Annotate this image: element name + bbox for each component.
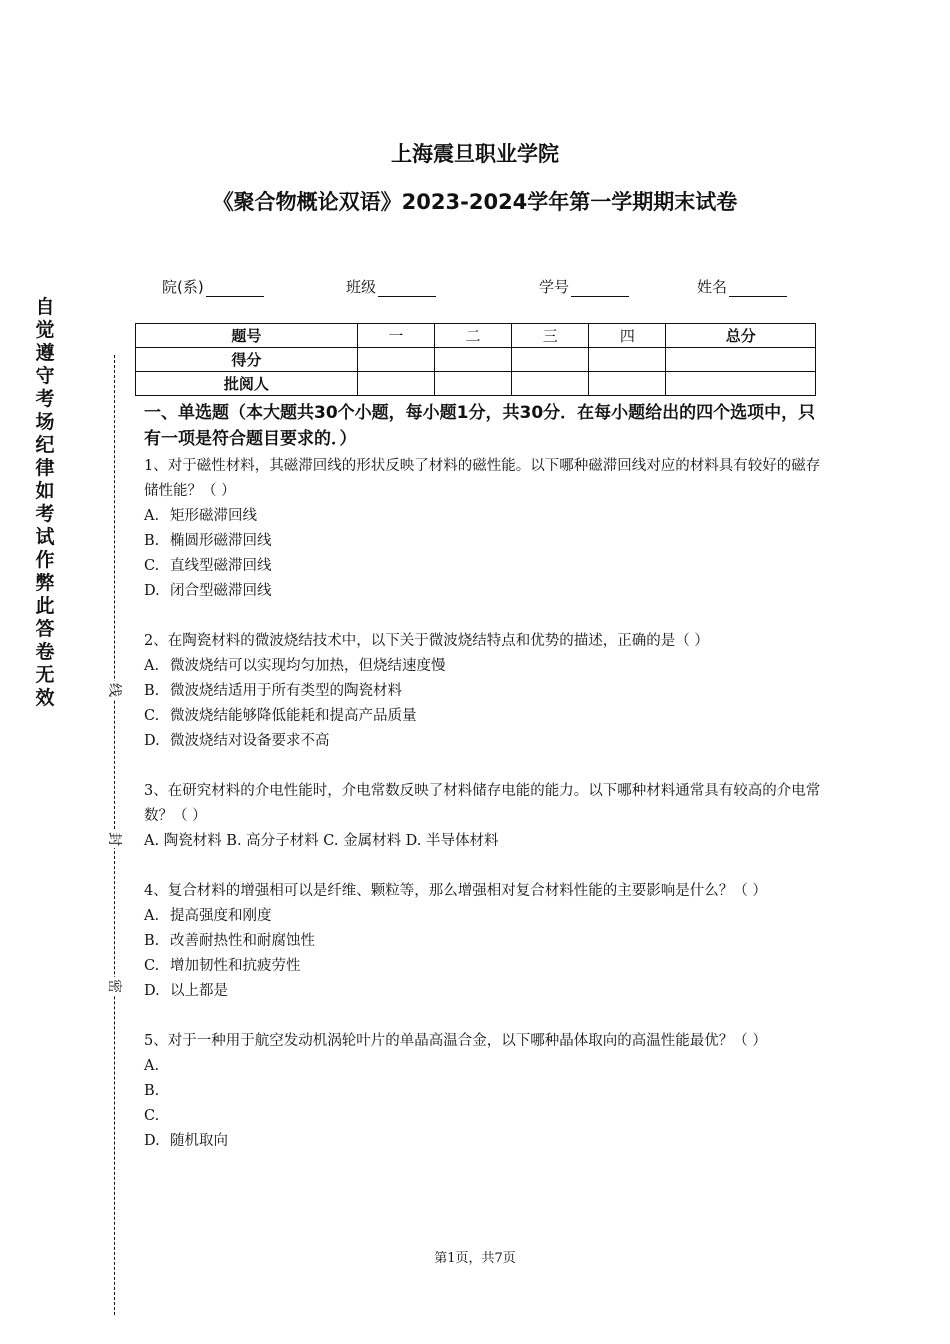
option-d[interactable] [144,979,824,1004]
score-table-header-row [136,324,816,348]
score-cell[interactable] [589,348,666,372]
question-stem: 2、在陶瓷材料的微波烧结技术中，以下关于微波烧结特点和优势的描述，正确的是（ ） [144,633,709,649]
question-1 [144,454,824,604]
option-text: 闭合型磁滞回线 [170,583,272,599]
exam-discipline-warning: 自觉遵守考场纪律如考试作弊此答卷无效 [35,296,55,709]
option-b[interactable] [144,529,824,554]
option-text: 提高强度和刚度 [170,908,272,924]
score-table-header: 总分 [666,324,816,348]
question-stem: 3、在研究材料的介电性能时，介电常数反映了材料储存电能的能力。以下哪种材料通常具有较高的介电常数？（ ） [144,783,821,824]
option-letter: D. [144,733,160,749]
school-name: 上海震旦职业学院 [391,142,559,166]
option-letter: A. [144,908,160,924]
seal-char-mi: 密 [105,977,125,995]
option-b[interactable] [144,679,824,704]
class-blank[interactable] [378,280,436,297]
class-label: 班级 [346,278,377,296]
option-c[interactable] [144,704,824,729]
option-text: 微波烧结适用于所有类型的陶瓷材料 [170,683,402,699]
question-stem: 5、对于一种用于航空发动机涡轮叶片的单晶高温合金，以下哪种晶体取向的高温性能最优？（ ） [144,1033,767,1049]
option-text: 椭圆形磁滞回线 [170,533,272,549]
option-a[interactable] [144,504,824,529]
score-table-header: 四 [589,324,666,348]
option-text: 微波烧结对设备要求不高 [170,733,330,749]
score-cell[interactable] [357,348,434,372]
student-id-blank[interactable] [571,280,629,297]
class-field[interactable] [346,276,436,297]
option-d[interactable] [144,729,824,754]
question-stem: 4、复合材料的增强相可以是纤维、颗粒等，那么增强相对复合材料性能的主要影响是什么？（ ） [144,883,767,899]
score-table-header: 三 [512,324,589,348]
score-cell[interactable] [434,348,511,372]
option-letter: B. [144,1083,160,1099]
department-label: 院(系) [162,278,204,296]
question-2 [144,629,824,754]
option-letter: D. [144,1133,160,1149]
option-letter: A. [144,1058,160,1074]
score-cell[interactable] [512,348,589,372]
option-text: 微波烧结能够降低能耗和提高产品质量 [170,708,417,724]
department-field[interactable] [162,276,264,297]
score-row-label: 得分 [136,348,358,372]
grader-cell[interactable] [589,372,666,396]
question-stem: 1、对于磁性材料，其磁滞回线的形状反映了材料的磁性能。以下哪种磁滞回线对应的材料具有较好的磁存储性能？（ ） [144,458,821,499]
option-letter: D. [144,583,160,599]
question-5 [144,1029,824,1154]
option-letter: C. [144,558,160,574]
question-3 [144,779,824,854]
option-text: 直线型磁滞回线 [170,558,272,574]
option-text: 增加韧性和抗疲劳性 [170,958,301,974]
option-text: 随机取向 [170,1133,228,1149]
department-blank[interactable] [206,280,264,297]
name-blank[interactable] [729,280,787,297]
option-text: 微波烧结可以实现均匀加热，但烧结速度慢 [170,658,446,674]
option-b[interactable] [144,1079,824,1104]
score-cell[interactable] [666,348,816,372]
grader-cell[interactable] [357,372,434,396]
exam-title: 《聚合物概论双语》2023-2024学年第一学期期末试卷 [212,190,738,214]
page-footer: 第1页，共7页 [434,1251,516,1266]
student-id-field[interactable] [539,276,629,297]
option-a[interactable] [144,904,824,929]
option-b[interactable] [144,929,824,954]
grader-cell[interactable] [512,372,589,396]
option-letter: A. [144,508,160,524]
option-c[interactable] [144,954,824,979]
score-table-header: 二 [434,324,511,348]
score-table [135,323,816,396]
section-heading: 一、单选题（本大题共30个小题，每小题1分，共30分．在每小题给出的四个选项中，只有一项是符合题目要求的．） [144,403,816,449]
question-4 [144,879,824,1004]
option-letter: A. [144,658,160,674]
option-letter: B. [144,533,160,549]
inline-options[interactable]: A. 陶瓷材料 B. 高分子材料 C. 金属材料 D. 半导体材料 [144,833,499,849]
option-letter: C. [144,708,160,724]
grader-cell[interactable] [666,372,816,396]
option-text: 改善耐热性和耐腐蚀性 [170,933,315,949]
score-table-header: 一 [357,324,434,348]
option-text: 以上都是 [170,983,228,999]
option-d[interactable] [144,579,824,604]
option-letter: D. [144,983,160,999]
option-text: 矩形磁滞回线 [170,508,257,524]
grader-cell[interactable] [434,372,511,396]
seal-char-xian: 线 [105,681,125,699]
name-field[interactable] [697,276,787,297]
student-id-label: 学号 [539,278,570,296]
option-c[interactable] [144,554,824,579]
option-letter: B. [144,683,160,699]
score-table-header: 题号 [136,324,358,348]
option-a[interactable] [144,1054,824,1079]
grader-row-label: 批阅人 [136,372,358,396]
option-d[interactable] [144,1129,824,1154]
option-letter: C. [144,1108,160,1124]
score-table-row [136,372,816,396]
option-letter: C. [144,958,160,974]
option-letter: B. [144,933,160,949]
exam-content [144,400,824,1154]
name-label: 姓名 [697,278,728,296]
option-c[interactable] [144,1104,824,1129]
score-table-row [136,348,816,372]
seal-char-feng: 封 [105,830,125,848]
option-a[interactable] [144,654,824,679]
